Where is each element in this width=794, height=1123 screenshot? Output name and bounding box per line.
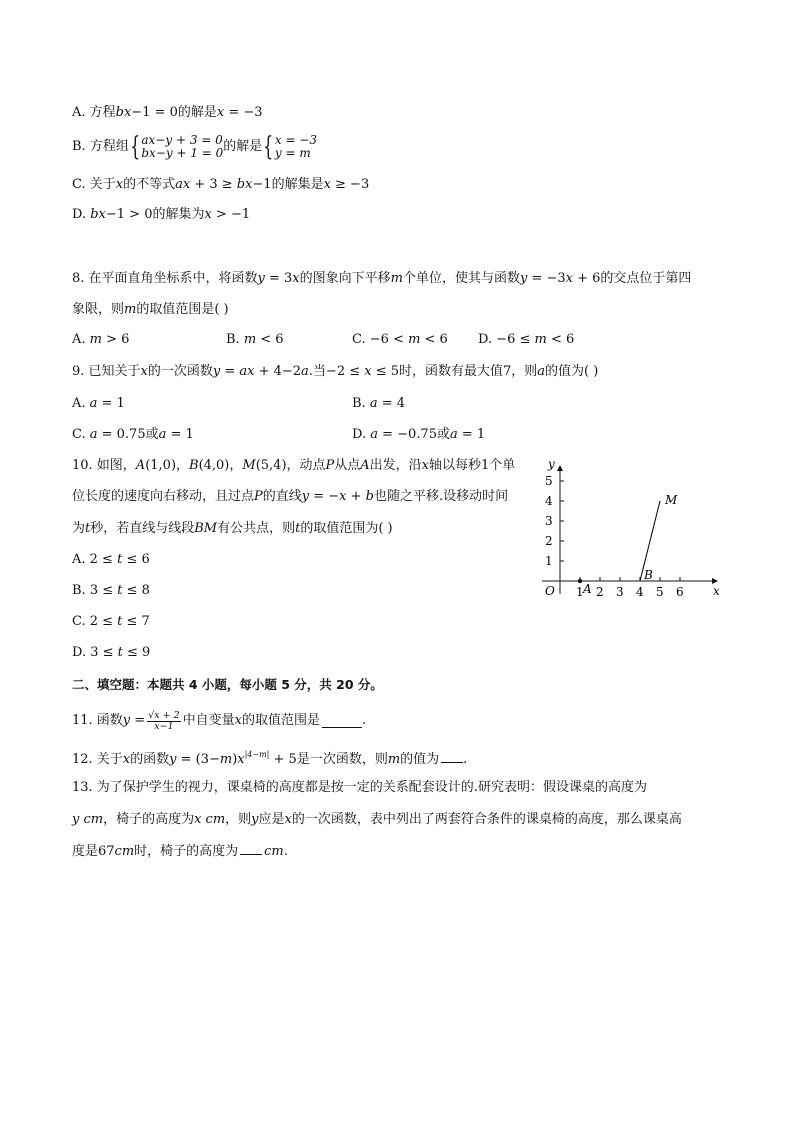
y-tick-label: 1	[545, 554, 553, 568]
q11-stem	[72, 705, 366, 737]
y-tick-label: 3	[545, 514, 553, 528]
q13-stem-line1: 13. 为了保护学生的视力，课桌椅的高度都是按一定的关系配套设计的.研究表明：假设课桌的高度为	[72, 780, 647, 795]
q8-option-c: C. −6 < 𝑚 < 6	[352, 332, 448, 347]
point-a-dot	[578, 579, 582, 583]
x-tick-label: 5	[656, 585, 664, 599]
q8-option-d: D. −6 ≤ 𝑚 < 6	[478, 332, 575, 347]
equation-system	[141, 134, 223, 160]
answer-blank	[240, 842, 262, 855]
q8-stem-line2: 象限，则𝑚的取值范围是( )	[72, 302, 229, 317]
q7-option-c: C. 关于𝑥的不等式𝑎𝑥 + 3 ≥ 𝑏𝑥−1的解集是𝑥 ≥ −3	[72, 177, 370, 192]
point-b-label: B	[644, 568, 653, 582]
q13-stem-line2: 𝑦 𝑐𝑚，椅子的高度为𝑥 𝑐𝑚，则𝑦应是𝑥的一次函数，表中列出了两套符合条件的课桌椅的高度，那么课桌高	[72, 812, 682, 827]
q7-option-b-mid: 的解是	[223, 139, 263, 154]
q11-suffix: 中自变量𝑥的取值范围是	[182, 713, 320, 728]
solution-system	[275, 134, 317, 160]
y-axis-label: y	[548, 457, 555, 471]
x-tick-label: 3	[616, 585, 624, 599]
q10-option-c: C. 2 ≤ 𝑡 ≤ 7	[72, 614, 150, 629]
q12-end: .	[463, 752, 468, 767]
q9-option-a: A. 𝑎 = 1	[72, 396, 125, 411]
q13-stem-line3	[72, 842, 288, 861]
q12-suffix: + 5是一次函数，则𝑚的值为	[269, 752, 440, 767]
q9-option-b: B. 𝑎 = 4	[352, 396, 405, 411]
q10-option-d: D. 3 ≤ 𝑡 ≤ 9	[72, 645, 151, 660]
x-tick-label: 4	[636, 585, 644, 599]
q11-prefix: 11. 函数𝑦 =	[72, 713, 146, 728]
q13-line3-suffix: 𝑐𝑚.	[264, 844, 288, 859]
answer-blank	[441, 750, 463, 763]
q8-stem-line1: 8. 在平面直角坐标系中，将函数𝑦 = 3𝑥的图象向下平移𝑚个单位，使其与函数𝑦 = −3𝑥 + 6的交点位于第四	[72, 271, 692, 286]
q13-line3-prefix: 度是67𝑐𝑚时，椅子的高度为	[72, 844, 239, 859]
point-a-label: A	[583, 582, 592, 596]
q9-stem: 9. 已知关于𝑥的一次函数𝑦 = 𝑎𝑥 + 4−2𝑎.当−2 ≤ 𝑥 ≤ 5时，函数有最大值7，则𝑎的值为( )	[72, 364, 599, 379]
q10-stem-line1: 10. 如图，𝐴(1,0)，𝐵(4,0)，𝑀(5,4)，动点𝑃从点𝐴出发，沿𝑥轴以每秒1个单	[72, 458, 516, 473]
q11-end: .	[362, 713, 367, 728]
fraction-denominator: 𝑥−1	[154, 720, 174, 732]
q7-option-a: A. 方程𝑏𝑥−1 = 0的解是𝑥 = −3	[72, 105, 263, 120]
q7-option-b	[72, 130, 317, 164]
q10-option-a: A. 2 ≤ 𝑡 ≤ 6	[72, 552, 150, 567]
left-brace: {	[130, 132, 141, 162]
exponent: |4−𝑚|	[244, 750, 270, 759]
q8-option-a: A. 𝑚 > 6	[72, 332, 130, 347]
equation-1: 𝑎𝑥−𝑦 + 3 = 0	[141, 133, 223, 147]
point-m-label: M	[665, 493, 678, 507]
left-brace: {	[263, 132, 274, 162]
solution-2: 𝑦 = 𝑚	[274, 146, 311, 160]
coordinate-figure	[536, 452, 732, 604]
q10-stem-line2: 位长度的速度向右移动，且过点𝑃的直线𝑦 = −𝑥 + 𝑏也随之平移.设移动时间	[72, 489, 509, 504]
solution-1: 𝑥 = −3	[274, 133, 317, 147]
q10-option-b: B. 3 ≤ 𝑡 ≤ 8	[72, 583, 150, 598]
equation-2: 𝑏𝑥−𝑦 + 1 = 0	[141, 146, 224, 160]
y-tick-label: 4	[545, 494, 553, 508]
q7-option-d: D. 𝑏𝑥−1 > 0的解集为𝑥 > −1	[72, 207, 251, 222]
fraction-numerator: √𝑥 + 2	[148, 709, 180, 721]
section-heading: 二、填空题：本题共 4 小题，每小题 5 分，共 20 分。	[72, 677, 383, 692]
origin-label: O	[545, 584, 555, 598]
q8-option-b: B. 𝑚 < 6	[226, 332, 284, 347]
y-tick-label: 5	[545, 474, 553, 488]
q10-stem-line3: 为𝑡秒，若直线与线段𝐵𝑀有公共点，则𝑡的取值范围为( )	[72, 521, 393, 536]
q9-option-d: D. 𝑎 = −0.75或𝑎 = 1	[352, 427, 486, 442]
x-tick-label: 1	[576, 585, 584, 599]
x-axis-label: x	[713, 584, 720, 598]
q12-prefix: 12. 关于𝑥的函数𝑦 = (3−𝑚)𝑥	[72, 752, 245, 767]
q9-option-c: C. 𝑎 = 0.75或𝑎 = 1	[72, 427, 194, 442]
x-tick-label: 6	[676, 585, 684, 599]
q12-stem	[72, 746, 467, 769]
x-tick-label: 2	[596, 585, 604, 599]
q7-option-b-prefix: B. 方程组	[72, 139, 129, 154]
answer-blank	[322, 715, 362, 728]
fraction	[147, 711, 180, 732]
y-tick-label: 2	[545, 534, 553, 548]
